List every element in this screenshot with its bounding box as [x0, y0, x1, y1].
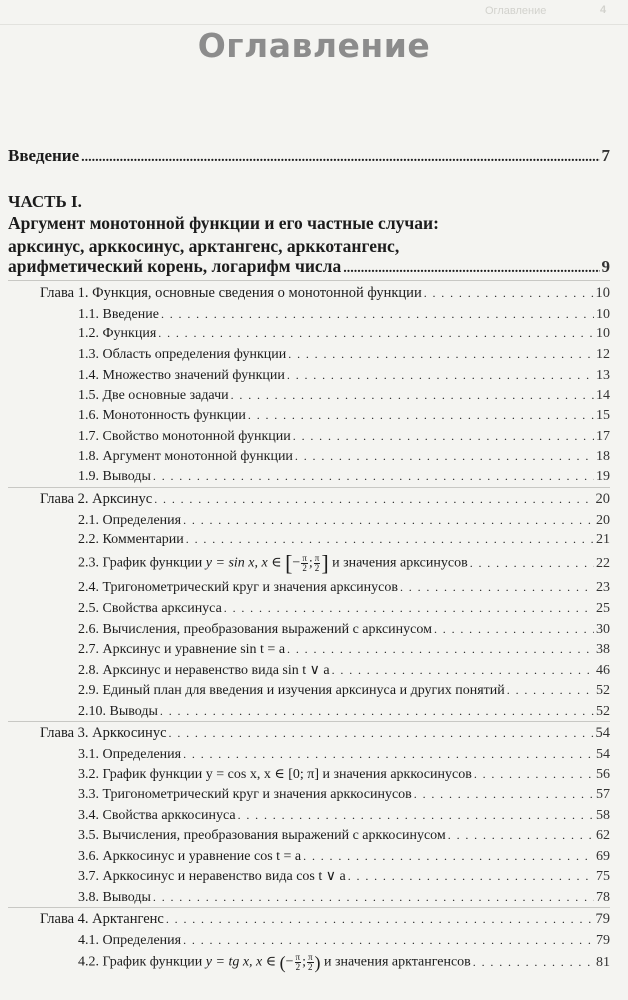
- toc-item-page: 62: [596, 828, 610, 843]
- toc-item-label: 1.5. Две основные задачи: [78, 388, 229, 403]
- part-title-line1: Аргумент монотонной функции и его частные случаи:: [8, 213, 439, 233]
- toc-intro-label: Введение: [8, 146, 80, 165]
- toc-item-label: 2.1. Определения: [78, 513, 182, 528]
- toc-part[interactable]: [8, 255, 610, 280]
- toc-item-label: 1.4. Множество значений функции: [78, 368, 285, 383]
- toc-item[interactable]: [78, 765, 610, 784]
- leader-dots: [186, 530, 594, 548]
- toc-item-page: 19: [596, 469, 610, 484]
- toc-item-label: 2.2. Комментарии: [78, 532, 184, 547]
- leader-dots: [183, 931, 594, 949]
- toc-item-page: 18: [596, 449, 610, 464]
- leader-dots: [288, 345, 594, 363]
- toc-item-page: 58: [596, 808, 610, 823]
- leader-dots: [154, 490, 593, 508]
- toc-item[interactable]: [78, 867, 610, 886]
- divider: [8, 280, 610, 281]
- item-label-text: 4.2. График функции: [78, 955, 203, 970]
- leader-dots: [287, 366, 594, 384]
- toc-item-label: 2.6. Вычисления, преобразования выражений с арксинусом: [78, 622, 432, 637]
- toc-chapter-label: Глава 2. Арксинус: [40, 491, 153, 507]
- toc-item-page: 46: [596, 663, 610, 678]
- minus-sign: −: [285, 955, 294, 970]
- toc-item[interactable]: [78, 305, 610, 324]
- leader-dots: [81, 147, 599, 169]
- toc-item[interactable]: [78, 661, 610, 680]
- running-head-text: Оглавление: [485, 5, 547, 17]
- toc-item-page: 69: [596, 849, 610, 864]
- leader-dots: [507, 681, 594, 699]
- leader-dots: [414, 785, 594, 803]
- leader-dots: [470, 554, 594, 572]
- toc-item[interactable]: [78, 386, 610, 405]
- toc-item[interactable]: [78, 620, 610, 639]
- fraction-numerator: π: [302, 553, 307, 564]
- item-label-suffix: и значения арктангенсов: [324, 955, 471, 970]
- toc-item-page: 78: [596, 890, 610, 905]
- fraction: [295, 953, 302, 972]
- toc-item-label: 2.10. Выводы: [78, 704, 158, 719]
- leader-dots: [434, 620, 594, 638]
- leader-dots: [400, 578, 594, 596]
- leader-dots: [424, 284, 594, 302]
- toc-item-page: 75: [596, 869, 610, 884]
- toc-chapter-label: Глава 1. Функция, основные сведения о монотонной функции: [40, 285, 422, 301]
- toc-item-label: 4.1. Определения: [78, 933, 182, 948]
- toc-item-label: 1.3. Область определения функции: [78, 347, 287, 362]
- toc-item-page: 52: [596, 704, 610, 719]
- part-label: ЧАСТЬ I.: [8, 192, 82, 211]
- toc-item-page: 10: [596, 326, 610, 341]
- toc-chapter-4[interactable]: [40, 910, 610, 928]
- toc-item-label: 3.7. Арккосинус и неравенство вида cos t ∨ a: [78, 869, 346, 884]
- toc-intro[interactable]: [8, 145, 610, 169]
- leader-dots: [474, 765, 594, 783]
- toc-item[interactable]: [78, 406, 610, 425]
- toc-item[interactable]: [78, 785, 610, 804]
- toc-item-page: 13: [596, 368, 610, 383]
- toc-item-label: 3.3. Тригонометрический круг и значения арккосинусов: [78, 787, 412, 802]
- leader-dots: [332, 661, 594, 679]
- item-label-suffix: и значения арксинусов: [332, 556, 468, 571]
- page-title: Оглавление: [197, 26, 431, 65]
- toc-item-page: 25: [596, 601, 610, 616]
- toc-item[interactable]: [78, 745, 610, 764]
- toc-item-page: 79: [596, 933, 610, 948]
- leader-dots: [293, 427, 594, 445]
- toc-chapter-page: 10: [595, 285, 610, 301]
- toc-item-page: 56: [596, 767, 610, 782]
- toc-item[interactable]: [78, 953, 610, 972]
- math-function: y = sin x, x ∈: [205, 556, 282, 571]
- divider: [8, 721, 610, 722]
- minus-sign: −: [292, 556, 301, 571]
- toc-item[interactable]: [78, 324, 610, 343]
- toc-item-page: 54: [596, 747, 610, 762]
- toc-item[interactable]: [78, 530, 610, 549]
- toc-item-label: 2.8. Арксинус и неравенство вида sin t ∨ a: [78, 663, 330, 678]
- toc-item-page: 10: [596, 307, 610, 322]
- leader-dots: [161, 305, 594, 323]
- toc-item-label: 2.4. Тригонометрический круг и значения арксинусов: [78, 580, 398, 595]
- toc-chapter-label: Глава 4. Арктангенс: [40, 911, 164, 927]
- leader-dots: [343, 258, 599, 280]
- leader-dots: [295, 447, 594, 465]
- item-label-text: 2.3. График функции: [78, 556, 203, 571]
- leader-dots: [153, 467, 594, 485]
- toc-item-page: 38: [596, 642, 610, 657]
- toc-chapter-3[interactable]: [40, 724, 610, 742]
- leader-dots: [153, 888, 594, 906]
- toc-item[interactable]: [78, 550, 610, 576]
- toc-item-label: 2.7. Арксинус и уравнение sin t = a: [78, 642, 286, 657]
- leader-dots: [166, 910, 594, 928]
- running-head-page: 4: [600, 4, 607, 16]
- toc-item[interactable]: [78, 427, 610, 446]
- toc-item-label: 3.4. Свойства арккосинуса: [78, 808, 236, 823]
- fraction: [301, 554, 308, 573]
- part-title-line3: арифметический корень, логарифм числа: [8, 256, 342, 276]
- toc-item-label: 1.9. Выводы: [78, 469, 151, 484]
- fraction: [314, 554, 321, 573]
- fraction-denominator: 2: [314, 563, 320, 574]
- toc-item-label: 3.6. Арккосинус и уравнение cos t = a: [78, 849, 302, 864]
- left-paren: (: [279, 952, 286, 973]
- leader-dots: [473, 953, 594, 971]
- toc-item[interactable]: [78, 826, 610, 845]
- leader-dots: [248, 406, 594, 424]
- leader-dots: [158, 324, 594, 342]
- toc-item-page: 52: [596, 683, 610, 698]
- part-title-line2: арксинус, арккосинус, арктангенс, арккотангенс,: [8, 236, 400, 256]
- toc-item-page: 22: [596, 556, 610, 571]
- fraction-denominator: 2: [295, 962, 301, 973]
- toc-item-label: 2.9. Единый план для введения и изучения арксинуса и других понятий: [78, 683, 505, 698]
- leader-dots: [183, 511, 594, 529]
- toc-item[interactable]: [78, 681, 610, 700]
- toc-item-label: 3.1. Определения: [78, 747, 182, 762]
- toc-item-page: 14: [596, 388, 610, 403]
- right-paren: ): [314, 952, 321, 973]
- toc-item-label: 3.2. График функции y = cos x, x ∈ [0; π] и значения арккосинусов: [78, 767, 472, 782]
- leader-dots: [169, 724, 594, 742]
- toc-item-page: 81: [596, 955, 610, 970]
- toc-item[interactable]: [78, 806, 610, 825]
- fraction-numerator: π: [295, 952, 301, 963]
- toc-item-label: 1.6. Монотонность функции: [78, 408, 246, 423]
- toc-item-page: 20: [596, 513, 610, 528]
- toc-chapter-page: 54: [595, 725, 610, 741]
- toc-item[interactable]: [78, 702, 610, 721]
- toc-item-page: 17: [596, 429, 610, 444]
- toc-item-label: 1.7. Свойство монотонной функции: [78, 429, 291, 444]
- leader-dots: [183, 745, 594, 763]
- fraction-denominator: 2: [302, 563, 307, 574]
- toc-item-page: 15: [596, 408, 610, 423]
- toc-item-page: 57: [596, 787, 610, 802]
- toc-item[interactable]: [78, 578, 610, 597]
- divider: [8, 487, 610, 488]
- toc-chapter-1[interactable]: [40, 284, 610, 302]
- toc-item[interactable]: [78, 599, 610, 618]
- toc-intro-page: 7: [601, 146, 610, 165]
- toc-item-page: 23: [596, 580, 610, 595]
- leader-dots: [448, 826, 594, 844]
- toc-item-label: 1.1. Введение: [78, 307, 159, 322]
- toc-item-label: 3.5. Вычисления, преобразования выражений с арккосинусом: [78, 828, 446, 843]
- toc-item-page: 12: [596, 347, 610, 362]
- leader-dots: [224, 599, 594, 617]
- toc-item[interactable]: [78, 888, 610, 907]
- fraction-numerator: π: [307, 952, 313, 963]
- leader-dots: [287, 640, 594, 658]
- math-function: y = tg x, x ∈: [205, 955, 277, 970]
- left-bracket: [: [285, 550, 293, 576]
- toc-item-label: 3.8. Выводы: [78, 890, 151, 905]
- fraction-denominator: 2: [308, 962, 313, 973]
- toc-item[interactable]: [78, 511, 610, 530]
- toc-item[interactable]: [78, 447, 610, 466]
- toc-item-page: 30: [596, 622, 610, 637]
- toc-part-page: 9: [601, 257, 610, 276]
- toc-item-label: 4.2. График функции y = tg x, x ∈ (− $\frac{\pi}{2}$ ; $\frac{\pi}{2}$ ) и значения арктангенсов: [78, 952, 471, 973]
- toc-item[interactable]: [78, 366, 610, 385]
- toc-item[interactable]: [78, 345, 610, 364]
- leader-dots: [160, 702, 594, 720]
- toc-item-label: 2.3. График функции y = sin x, x ∈ [− $\frac{\pi}{2}$ ; $\frac{\pi}{2}$ ] и значения арксинусов: [78, 550, 468, 576]
- toc-item[interactable]: [78, 931, 610, 950]
- leader-dots: [238, 806, 594, 824]
- toc-item-label: 2.5. Свойства арксинуса: [78, 601, 222, 616]
- fraction-numerator: π: [314, 553, 320, 564]
- toc-chapter-label: Глава 3. Арккосинус: [40, 725, 167, 741]
- leader-dots: [303, 847, 594, 865]
- leader-dots: [231, 386, 594, 404]
- running-head: [0, 0, 628, 25]
- toc-item-label: 1.2. Функция: [78, 326, 157, 341]
- toc-item-label: 1.8. Аргумент монотонной функции: [78, 449, 293, 464]
- toc-chapter-page: 20: [595, 491, 610, 507]
- leader-dots: [348, 867, 594, 885]
- divider: [8, 907, 610, 908]
- fraction: [307, 953, 314, 972]
- toc-item[interactable]: [78, 640, 610, 659]
- toc-chapter-page: 79: [595, 911, 610, 927]
- toc-item-page: 21: [596, 532, 610, 547]
- right-bracket: ]: [321, 550, 329, 576]
- toc-item[interactable]: [78, 847, 610, 866]
- toc-chapter-2[interactable]: [40, 490, 610, 508]
- toc-item[interactable]: [78, 467, 610, 486]
